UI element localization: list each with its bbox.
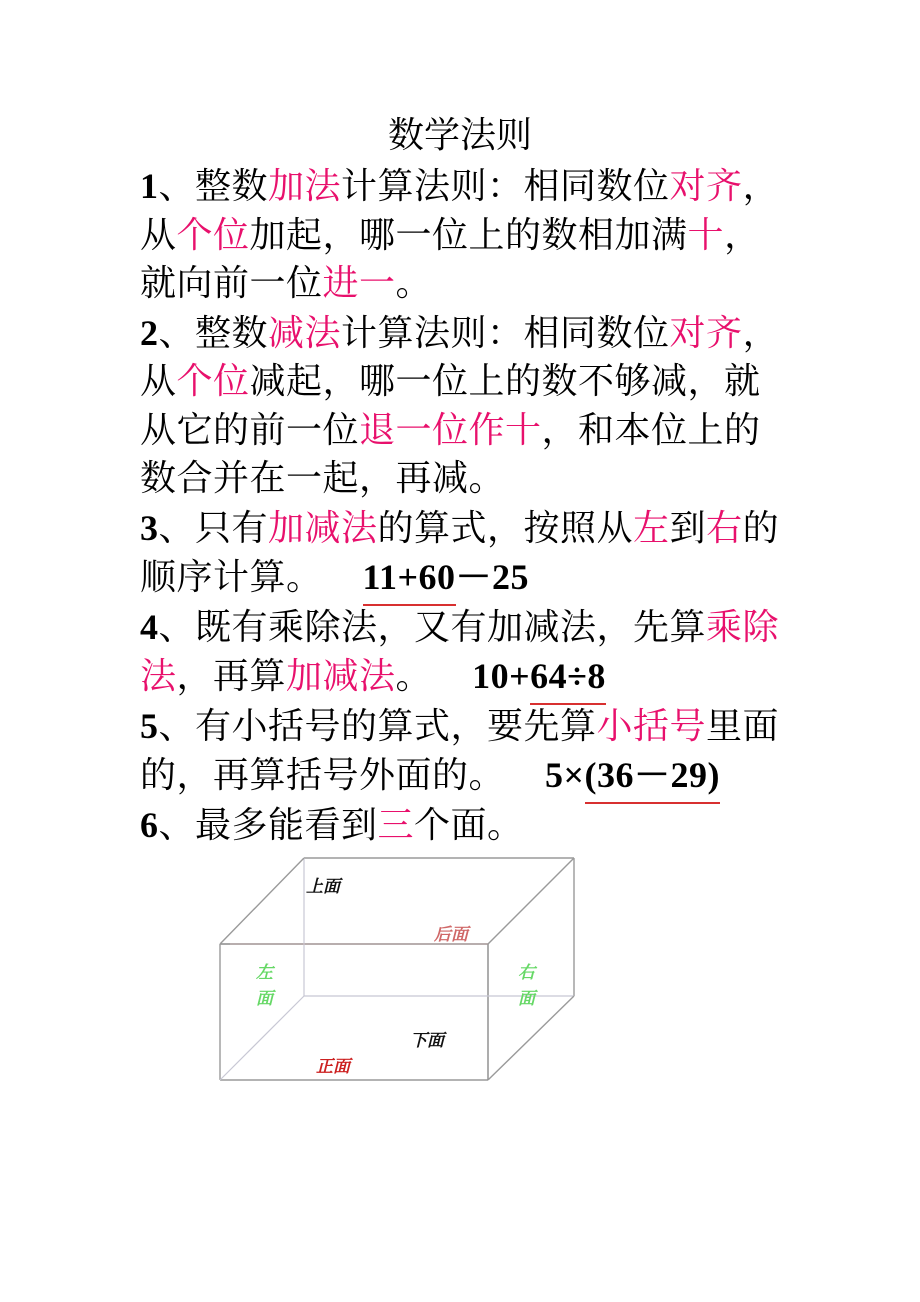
label-left-1: 左 bbox=[256, 963, 273, 983]
rule-text: 里面的，再算括号外面的。 bbox=[140, 705, 780, 796]
rule-text: 的顺序计算。 bbox=[140, 507, 780, 598]
highlight-term: 加减法 bbox=[268, 507, 378, 549]
highlight-term: 小括号 bbox=[596, 705, 707, 747]
rule-number: 6 bbox=[140, 804, 159, 845]
highlight-term: 退一位作十 bbox=[359, 409, 542, 451]
expression-part: －25 bbox=[455, 557, 530, 597]
rule-text: ，和本位上的数合并在一起，再减。 bbox=[140, 409, 761, 499]
highlight-term: 进一 bbox=[322, 263, 396, 304]
edge-top-left bbox=[220, 858, 304, 944]
label-back: 后面 bbox=[434, 925, 468, 945]
highlight-term: 减法 bbox=[268, 312, 342, 354]
label-front: 正面 bbox=[316, 1057, 350, 1077]
expression-part: 5× bbox=[545, 755, 585, 795]
highlight-term: 右 bbox=[706, 507, 743, 549]
highlight-term: 三 bbox=[377, 804, 415, 846]
rule-text: 的算式，按照从 bbox=[377, 507, 634, 549]
label-left-2: 面 bbox=[256, 989, 273, 1009]
rule-number: 5 bbox=[140, 705, 159, 746]
rule-4 bbox=[140, 603, 790, 702]
expression-part-first-step: 11+60 bbox=[363, 553, 456, 602]
rule-text: 减起，哪一位上的数不够减，就从它的前一位 bbox=[140, 361, 761, 451]
rule-text: ，就向前一位 bbox=[140, 214, 761, 304]
highlight-term: 左 bbox=[633, 507, 670, 549]
label-bottom: 下面 bbox=[410, 1031, 444, 1051]
rule-3 bbox=[140, 504, 790, 603]
highlight-term: 乘除法 bbox=[140, 606, 780, 697]
rule-1 bbox=[140, 162, 790, 309]
expression-part: 10+ bbox=[472, 656, 531, 696]
page-title: 数学法则 bbox=[387, 115, 532, 156]
rule-text: 、整数 bbox=[158, 166, 269, 207]
highlight-term: 个位 bbox=[176, 361, 250, 402]
expression-part-first-step: 64÷8 bbox=[530, 652, 606, 701]
rule-text: 计算法则：相同数位 bbox=[341, 166, 670, 207]
rule-text: 、有小括号的算式，要先算 bbox=[158, 705, 597, 747]
rule-text: 计算法则：相同数位 bbox=[341, 312, 670, 354]
example-expression bbox=[472, 656, 606, 696]
rule-number: 3 bbox=[140, 507, 159, 548]
rule-text: 、最多能看到 bbox=[158, 804, 378, 846]
rule-text: 、只有 bbox=[158, 507, 269, 549]
rule-text: ，再算 bbox=[176, 656, 287, 697]
highlight-term: 对齐 bbox=[669, 312, 743, 354]
rule-text: 到 bbox=[669, 507, 707, 549]
example-expression bbox=[363, 557, 530, 597]
rule-text: ，从 bbox=[140, 312, 780, 402]
edge-top-right bbox=[488, 858, 574, 944]
highlight-term: 加法 bbox=[268, 166, 342, 207]
rule-2 bbox=[140, 309, 790, 504]
rule-text: 。 bbox=[395, 263, 433, 304]
box-diagram bbox=[210, 848, 590, 1098]
label-top: 上面 bbox=[306, 877, 340, 897]
rule-text: ，从 bbox=[140, 166, 780, 256]
example-expression bbox=[545, 755, 720, 795]
rule-text: 加起，哪一位上的数相加满 bbox=[249, 214, 688, 256]
highlight-term: 对齐 bbox=[669, 166, 743, 207]
label-right-1: 右 bbox=[518, 963, 535, 983]
expression-part-first-step: (36－29) bbox=[585, 751, 720, 800]
highlight-term: 个位 bbox=[176, 214, 250, 256]
highlight-term: 十 bbox=[687, 214, 725, 256]
rule-text: 、既有乘除法，又有加减法，先算 bbox=[158, 606, 707, 648]
rule-number: 1 bbox=[140, 166, 159, 206]
box-diagram-svg bbox=[210, 848, 590, 1098]
highlight-term: 加减法 bbox=[286, 656, 396, 697]
rule-6 bbox=[140, 801, 790, 851]
rule-5 bbox=[140, 702, 790, 801]
rule-text: 。 bbox=[395, 656, 433, 697]
rule-number: 2 bbox=[140, 312, 159, 353]
rule-number: 4 bbox=[140, 606, 159, 647]
rules-list bbox=[140, 162, 790, 850]
rule-text: 个面。 bbox=[414, 804, 524, 846]
label-right-2: 面 bbox=[518, 989, 535, 1009]
rule-text: 、整数 bbox=[158, 312, 269, 354]
